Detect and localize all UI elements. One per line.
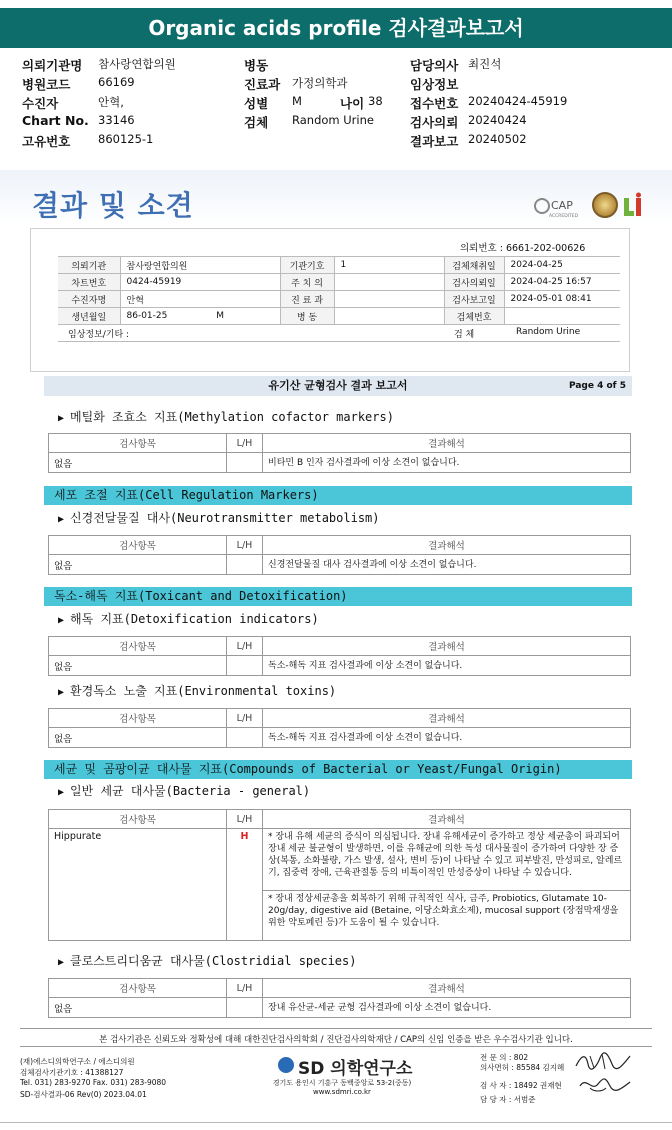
footer-note: 본 검사기관은 신뢰도와 정확성에 대해 대한진단검사의학회 / 진단검사의학재단 / CAP의 신임 인증을 받은 우수검사기관 입니다.: [99, 1035, 573, 1045]
report-header: Organic acids profile 검사결과보고서: [0, 8, 672, 48]
result-interp: * 장내 유해 세균의 증식이 의심됩니다. 장내 유해세균이 증가하고 정상 세균총이 파괴되어 장내 세균 불균형이 발생하면, 이를 유해균에 의한 독성 대사물질이 증가하여 다양한 장 증상(복통, 소화불량, 가스 발생, 설사, 변비 등)이 나타날 수 있고 피부발진, 만성피로, 알레르기, 집중력 장애, 근육관절통 등의 비특이적인 만성증상이 나타날 수 있습니다.: [263, 829, 631, 891]
lab-key: 차트번호: [58, 274, 120, 291]
results-title: 결과 및 소견: [32, 189, 194, 222]
subsection-label: 신경전달물질 대사(Neurotransmitter metabolism): [70, 511, 380, 525]
info-key: 진료과: [244, 77, 281, 92]
result-table: [48, 978, 631, 1018]
result-lh: [227, 656, 263, 676]
lti-logo-icon: [622, 192, 646, 218]
col-header-lh: L/H: [227, 536, 263, 555]
info-value: M: [292, 94, 302, 108]
result-lh: [227, 998, 263, 1018]
info-key: 접수번호: [410, 96, 459, 111]
result-item: Hippurate: [49, 829, 227, 941]
section-toxicant: 독소-해독 지표(Toxicant and Detoxification): [44, 587, 632, 606]
result-item: 없음: [49, 555, 227, 575]
col-header-item: 검사항목: [49, 709, 227, 728]
cap-logo-icon: [534, 194, 588, 220]
col-header-interp: 결과해석: [263, 637, 631, 656]
triangle-icon: ▶: [58, 687, 65, 698]
lab-value: [504, 308, 620, 325]
sd-logo-text: SD 의학연구소: [298, 1059, 413, 1079]
table-row: [49, 453, 631, 473]
info-row: [22, 94, 662, 113]
table-header-row: [49, 536, 631, 555]
info-value: 20240502: [468, 132, 527, 146]
lab-value: 0424-45919: [120, 274, 280, 291]
lab-key: 검사보고일: [444, 291, 504, 308]
lab-info-table: [58, 256, 620, 325]
lab-key: 생년월일: [58, 308, 120, 325]
info-key: 의뢰기관명: [22, 58, 83, 73]
col-header-lh: L/H: [227, 637, 263, 656]
result-interp: 독소-해독 지표 검사결과에 이상 소견이 없습니다.: [263, 656, 631, 676]
result-interp: 장내 유산균-세균 균형 검사결과에 이상 소견이 없습니다.: [263, 998, 631, 1018]
info-value: 최진석: [468, 57, 502, 71]
specialist: 전 문 의 : 802: [480, 1053, 529, 1062]
triangle-icon: ▶: [58, 957, 65, 968]
col-header-item: 검사항목: [49, 637, 227, 656]
clinical-info-label: 임상정보/기타 :: [68, 330, 130, 340]
info-key: 고유번호: [22, 134, 71, 149]
lab-value: 2024-05-01 08:41: [504, 291, 620, 308]
sd-logo-icon: [278, 1057, 294, 1073]
info-value: 20240424: [468, 113, 527, 127]
info-value: 66169: [98, 75, 135, 89]
col-header-lh: L/H: [227, 434, 263, 453]
table-row: [58, 257, 620, 274]
age-key: 나이: [340, 96, 365, 111]
lab-value: [334, 274, 444, 291]
info-key: 임상정보: [410, 77, 459, 92]
info-key: 결과보고: [410, 134, 459, 149]
result-interp: 신경전달물질 대사 검사결과에 이상 소견이 없습니다.: [263, 555, 631, 575]
table-row: [49, 998, 631, 1018]
result-item: 없음: [49, 453, 227, 473]
report-title-bar: [44, 376, 632, 396]
col-header-lh: L/H: [227, 810, 263, 829]
bottom-divider: [0, 1122, 672, 1123]
lab-key: 검체채취일: [444, 257, 504, 274]
table-row: [58, 308, 620, 325]
info-key: 검체: [244, 115, 269, 130]
footer-code: 검체검사기관기호 : 41388127: [20, 1068, 124, 1077]
result-interp: * 장내 정상세균총을 회복하기 위해 규칙적인 식사, 금주, Probiotics, Glutamate 10-20g/day, digestive aid (Betaine, 이당소화효소제), mucosal support (장점막재생을 위한 약토페린 등)가 도움이 될 수 있습니다.: [263, 891, 631, 941]
result-lh-high: H: [227, 829, 263, 941]
col-header-item: 검사항목: [49, 810, 227, 829]
result-lh: [227, 555, 263, 575]
lab-key: 검체번호: [444, 308, 504, 325]
info-key: 병동: [244, 58, 269, 73]
lab-key: 진 료 과: [280, 291, 334, 308]
table-header-row: [49, 810, 631, 829]
lab-value: 참사랑연합의원: [120, 257, 280, 274]
lab-value: 2024-04-25: [504, 257, 620, 274]
result-lh: [227, 453, 263, 473]
table-row: [58, 291, 620, 308]
request-number: 의뢰번호 : 6661-202-00626: [460, 243, 586, 254]
doctor-license: 의사면허 : 85584 김지혜: [480, 1063, 565, 1072]
col-header-lh: L/H: [227, 979, 263, 998]
result-item: 없음: [49, 728, 227, 748]
subsection-label: 클로스트리디움균 대사물(Clostridial species): [70, 954, 357, 968]
info-key: 담당의사: [410, 58, 459, 73]
cap-logo-subtext: ACCREDITED: [549, 214, 579, 219]
result-table: [48, 535, 631, 575]
table-header-row: [49, 434, 631, 453]
lab-value: [334, 291, 444, 308]
tester: 검 사 자 : 18492 권재현: [480, 1081, 562, 1090]
info-row: [22, 132, 662, 151]
subsection-environmental: [58, 682, 336, 699]
info-key: 병원코드: [22, 77, 71, 92]
table-row: [58, 274, 620, 291]
signature-icon: [576, 1074, 634, 1094]
lab-key: 병 동: [280, 308, 334, 325]
subsection-bacteria-general: [58, 782, 310, 799]
triangle-icon: ▶: [58, 514, 65, 525]
info-row: [22, 56, 662, 75]
table-row: [49, 555, 631, 575]
info-value: 860125-1: [98, 132, 154, 146]
page-indicator: Page 4 of 5: [569, 381, 626, 391]
triangle-icon: ▶: [58, 787, 65, 798]
triangle-icon: ▶: [58, 615, 65, 626]
signature-icon: [572, 1050, 634, 1072]
result-interp: 비타민 B 인자 검사결과에 이상 소견이 없습니다.: [263, 453, 631, 473]
col-header-item: 검사항목: [49, 979, 227, 998]
lab-value: [120, 308, 280, 325]
lab-key: 기관기호: [280, 257, 334, 274]
info-row: [22, 75, 662, 94]
specimen-label: 검 체: [454, 330, 475, 340]
info-key: 검사의뢰: [410, 115, 459, 130]
age-value: 38: [368, 94, 383, 108]
section-bacterial-fungal: 세균 및 곰팡이균 대사물 지표(Compounds of Bacterial or Yeast/Fungal Origin): [44, 760, 632, 779]
subsection-neurotransmitter: [58, 509, 380, 526]
info-key: 성별: [244, 96, 269, 111]
col-header-interp: 결과해석: [263, 810, 631, 829]
info-value: 참사랑연합의원: [98, 57, 176, 71]
lab-value: 안혁: [120, 291, 280, 308]
subsection-methylation: [58, 408, 394, 425]
subsection-clostridial: [58, 952, 357, 969]
result-item: 없음: [49, 998, 227, 1018]
result-table: [48, 636, 631, 676]
result-lh: [227, 728, 263, 748]
col-header-interp: 결과해석: [263, 434, 631, 453]
info-row: [22, 113, 662, 132]
specimen-value: Random Urine: [516, 327, 581, 337]
info-value: 안혁,: [98, 95, 124, 109]
footer-address: 경기도 용인시 기흥구 동백중앙로 53-2(중동): [272, 1079, 412, 1087]
info-value: 33146: [98, 113, 135, 127]
col-header-lh: L/H: [227, 709, 263, 728]
footer-divider: [20, 1028, 652, 1029]
info-value: 20240424-45919: [468, 94, 568, 108]
col-header-item: 검사항목: [49, 434, 227, 453]
lab-key: 주 치 의: [280, 274, 334, 291]
lab-key: 검사의뢰일: [444, 274, 504, 291]
info-key: Chart No.: [22, 113, 89, 128]
triangle-icon: ▶: [58, 413, 65, 424]
col-header-interp: 결과해석: [263, 536, 631, 555]
footer-phone: Tel. 031) 283-9270 Fax. 031) 283-9080: [20, 1078, 167, 1087]
col-header-interp: 결과해석: [263, 709, 631, 728]
subsection-detox: [58, 610, 319, 627]
lab-key: 의뢰기관: [58, 257, 120, 274]
table-row: [49, 728, 631, 748]
result-item: 없음: [49, 656, 227, 676]
result-interp: 독소-해독 지표 검사결과에 이상 소견이 없습니다.: [263, 728, 631, 748]
seal-logo-icon: [592, 192, 618, 218]
lab-value: 2024-04-25 16:57: [504, 274, 620, 291]
col-header-item: 검사항목: [49, 536, 227, 555]
footer-form-id: SD-검사결과-06 Rev(0) 2023.04.01: [20, 1090, 147, 1099]
birth-date: 86-01-25: [126, 311, 168, 321]
table-header-row: [49, 637, 631, 656]
result-table: [48, 433, 631, 473]
subsection-label: 일반 세균 대사물(Bacteria - general): [70, 784, 311, 798]
subsection-label: 메틸화 조효소 지표(Methylation cofactor markers): [70, 410, 394, 424]
lab-value: [334, 308, 444, 325]
footer-website: www.sdmri.co.kr: [313, 1088, 371, 1096]
table-row: [49, 829, 631, 891]
report-title: 유기산 균형검사 결과 보고서: [268, 379, 408, 392]
lab-value: 1: [334, 257, 444, 274]
col-header-interp: 결과해석: [263, 979, 631, 998]
lab-last-row: [58, 324, 620, 342]
lab-key: 수진자명: [58, 291, 120, 308]
subsection-label: 해독 지표(Detoxification indicators): [70, 612, 319, 626]
info-value: Random Urine: [292, 113, 374, 127]
info-value: 가정의학과: [292, 76, 348, 90]
table-header-row: [49, 709, 631, 728]
footer-divider: [20, 1046, 652, 1047]
result-table: [48, 809, 631, 941]
sex-value: M: [216, 311, 224, 321]
table-row: [49, 656, 631, 676]
footer-org: (재)에스디의학연구소 / 에스디의원: [20, 1057, 135, 1066]
result-table: [48, 708, 631, 748]
section-cell-regulation: 세포 조절 지표(Cell Regulation Markers): [44, 486, 632, 505]
table-header-row: [49, 979, 631, 998]
cap-logo-text: CAP: [551, 199, 573, 212]
manager: 담 당 자 : 서범준: [480, 1095, 536, 1104]
info-key: 수진자: [22, 96, 59, 111]
subsection-label: 환경독소 노출 지표(Environmental toxins): [70, 684, 337, 698]
